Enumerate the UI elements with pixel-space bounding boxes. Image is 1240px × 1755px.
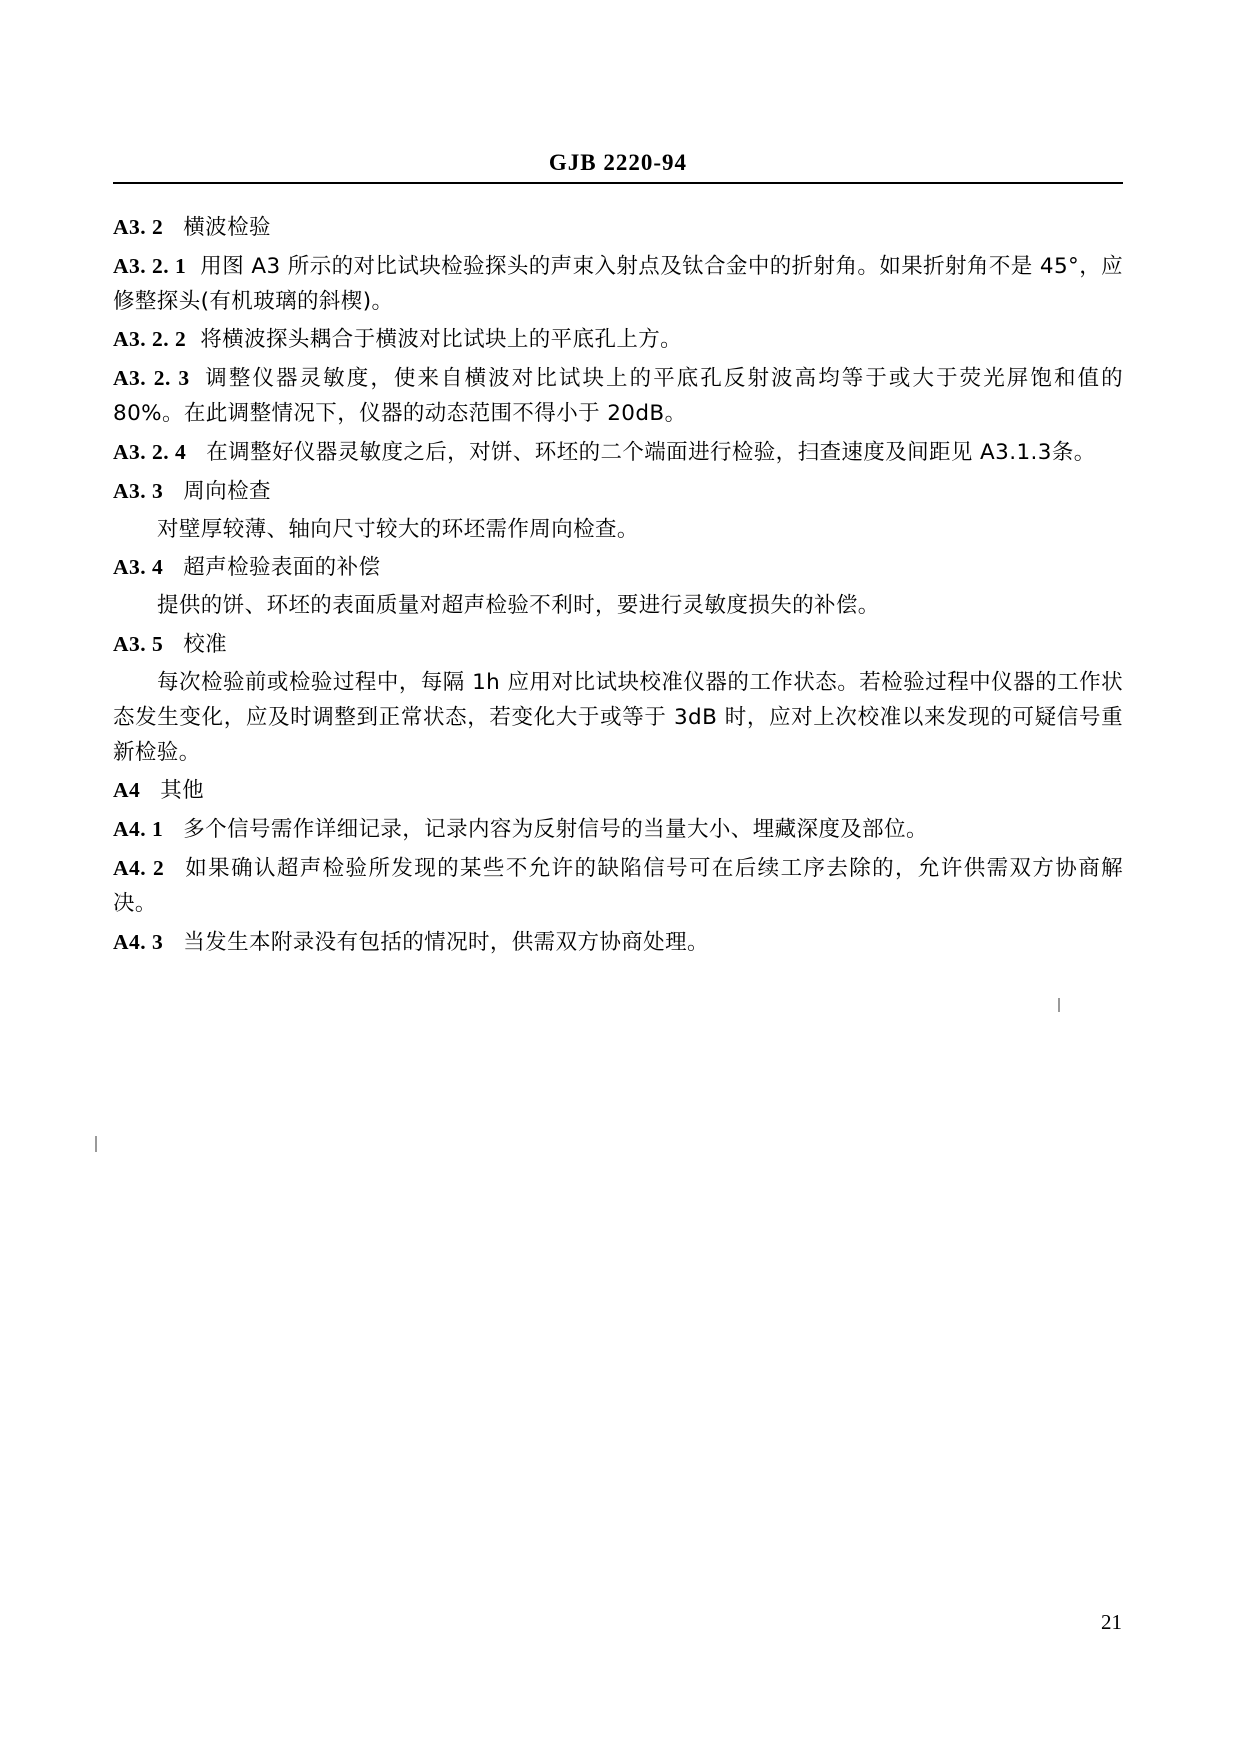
- clause-number: A3. 2. 2: [113, 327, 187, 352]
- section-A3.5-body: 每次检验前或检验过程中，每隔 1h 应用对比试块校准仪器的工作状态。若检验过程中仪器的工作状态发生变化，应及时调整到正常状态，若变化大于或等于 3dB 时，应对上次校准以来发现的可疑信号重新检验。: [113, 669, 1123, 765]
- clause-A3.2.1: [113, 249, 1123, 320]
- section-number: A3. 3: [113, 478, 164, 503]
- clause-text: 用图 A3 所示的对比试块检验探头的声束入射点及钛合金中的折射角。如果折射角不是 45°，应修整探头(有机玻璃的斜楔)。: [113, 253, 1123, 314]
- section-title: 其他: [160, 778, 205, 804]
- clause-A3.2.2: [113, 322, 1123, 358]
- clause-text: 当发生本附录没有包括的情况时，供需双方协商处理。: [183, 929, 709, 955]
- section-A4: [113, 773, 1123, 809]
- section-number: A4: [113, 778, 141, 803]
- section-title: 横波检验: [183, 215, 271, 240]
- clause-text: 调整仪器灵敏度，使来自横波对比试块上的平底孔反射波高均等于或大于荧光屏饱和值的 80%。在此调整情况下，仪器的动态范围不得小于 20dB。: [113, 366, 1123, 427]
- clause-A4.1: [113, 812, 1123, 848]
- clause-number: A4. 1: [113, 817, 164, 842]
- clause-A4.3: [113, 925, 1123, 961]
- section-number: A3. 4: [113, 555, 164, 580]
- section-title: 校准: [183, 632, 228, 658]
- clause-number: A3. 2. 1: [113, 253, 187, 278]
- section-A3.2: [113, 210, 1123, 246]
- clause-number: A4. 2: [113, 856, 165, 881]
- section-number: A3. 2: [113, 215, 164, 239]
- page-content: [113, 150, 1123, 964]
- section-number: A3. 5: [113, 632, 164, 657]
- clause-text: 如果确认超声检验所发现的某些不允许的缺陷信号可在后续工序去除的，允许供需双方协商解决。: [113, 856, 1124, 916]
- scan-artifact-left: [95, 1136, 97, 1152]
- clause-number: A3. 2. 3: [113, 366, 190, 391]
- clause-number: A3. 2. 4: [113, 439, 187, 464]
- clause-A3.2.3: [113, 361, 1123, 432]
- clause-A3.2.4: [113, 435, 1123, 471]
- clause-A4.2: [113, 851, 1123, 922]
- header-divider: [113, 182, 1123, 184]
- clause-text: 在调整好仪器灵敏度之后，对饼、环坯的二个端面进行检验，扫查速度及间距见 A3.1.3条。: [206, 439, 1096, 465]
- scan-artifact-right: [1058, 998, 1060, 1012]
- section-A3.3: [113, 474, 1123, 510]
- clause-number: A4. 3: [113, 929, 164, 954]
- section-A3.3-body: 对壁厚较薄、轴向尺寸较大的环坯需作周向检查。: [157, 516, 639, 542]
- clause-text: 多个信号需作详细记录，记录内容为反射信号的当量大小、埋藏深度及部位。: [183, 817, 928, 843]
- section-title: 超声检验表面的补偿: [183, 555, 381, 581]
- section-title: 周向检查: [183, 478, 271, 504]
- page-number: 21: [1101, 1610, 1122, 1634]
- section-A3.4-body: 提供的饼、环坯的表面质量对超声检验不利时，要进行灵敏度损失的补偿。: [157, 593, 880, 619]
- clause-text: 将横波探头耦合于横波对比试块上的平底孔上方。: [200, 327, 683, 353]
- section-A3.4: [113, 550, 1123, 586]
- page-header-title: GJB 2220-94: [548, 150, 688, 175]
- section-A3.5: [113, 627, 1123, 663]
